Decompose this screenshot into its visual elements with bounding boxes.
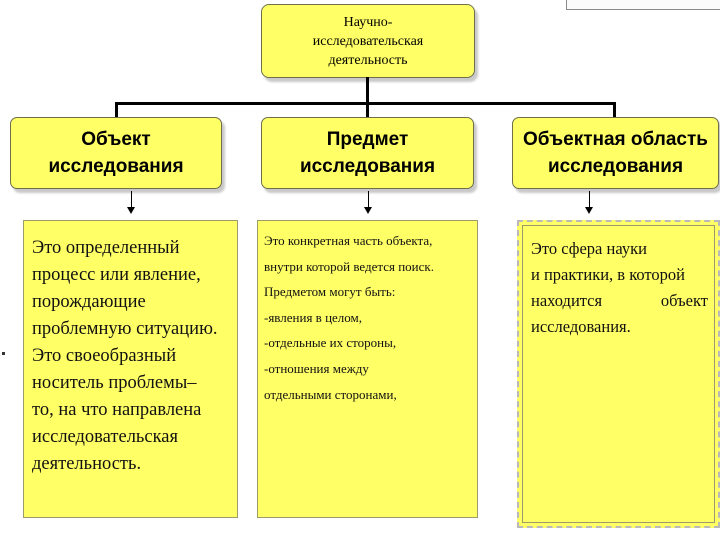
object-area-description-box xyxy=(517,220,720,528)
connector-vertical-top xyxy=(366,77,369,104)
object-area-word: объект xyxy=(660,291,708,310)
object-description-line: процесс или явление, xyxy=(32,265,201,285)
object-area-word: находится xyxy=(531,291,603,310)
subject-of-research-label: Предмет исследования xyxy=(299,129,436,177)
subject-description-line: внутри которой ведется поиск. xyxy=(264,258,434,274)
object-area-description-line xyxy=(531,288,708,314)
arrow-right-head xyxy=(585,207,593,214)
object-description-line: исследовательская xyxy=(32,427,179,447)
subject-description-line: -отношения между xyxy=(264,360,369,376)
arrow-left-head xyxy=(127,207,135,214)
object-area-description-line: и практики, в которой xyxy=(531,265,685,284)
object-area-description-line: исследования. xyxy=(531,317,631,336)
object-description-line: деятельность. xyxy=(32,454,142,474)
arrow-middle-stem xyxy=(368,191,369,208)
subject-description-box xyxy=(257,220,478,518)
connector-drop-middle xyxy=(366,102,369,118)
object-description-line: Это своеобразный xyxy=(32,346,177,366)
connector-drop-right xyxy=(613,102,616,118)
research-activity-label: Научно- исследовательская деятельность xyxy=(312,14,424,68)
subject-of-research-box xyxy=(261,117,474,189)
object-area-label: Объектная область исследования xyxy=(523,129,708,177)
object-description-line: носитель проблемы– xyxy=(32,373,197,393)
arrow-middle-head xyxy=(364,207,372,214)
object-of-research-label: Объект исследования xyxy=(48,129,184,177)
subject-description-line: отдельными сторонами, xyxy=(264,386,397,402)
research-activity-box xyxy=(261,4,475,78)
object-description-line: проблемную ситуацию. xyxy=(32,319,218,339)
arrow-left-stem xyxy=(131,191,132,208)
object-description-line: то, на что направлена xyxy=(32,400,202,420)
arrow-right-stem xyxy=(589,191,590,208)
subject-description-line: Это конкретная часть объекта, xyxy=(264,233,433,248)
object-area-box xyxy=(512,117,719,189)
object-area-description-line: Это сфера науки xyxy=(531,239,647,258)
object-description-line: Это определенный xyxy=(32,238,180,258)
subject-description-line: Предметом могут быть: xyxy=(264,284,396,300)
object-of-research-box xyxy=(10,117,222,189)
corner-frame xyxy=(566,0,720,10)
subject-description-line: -отдельные их стороны, xyxy=(264,335,397,351)
object-description-line: порождающие xyxy=(32,292,146,312)
object-description-box xyxy=(23,220,238,518)
subject-description-line: -явления в целом, xyxy=(264,309,363,325)
stray-dot xyxy=(2,352,5,355)
connector-drop-left xyxy=(115,102,118,118)
